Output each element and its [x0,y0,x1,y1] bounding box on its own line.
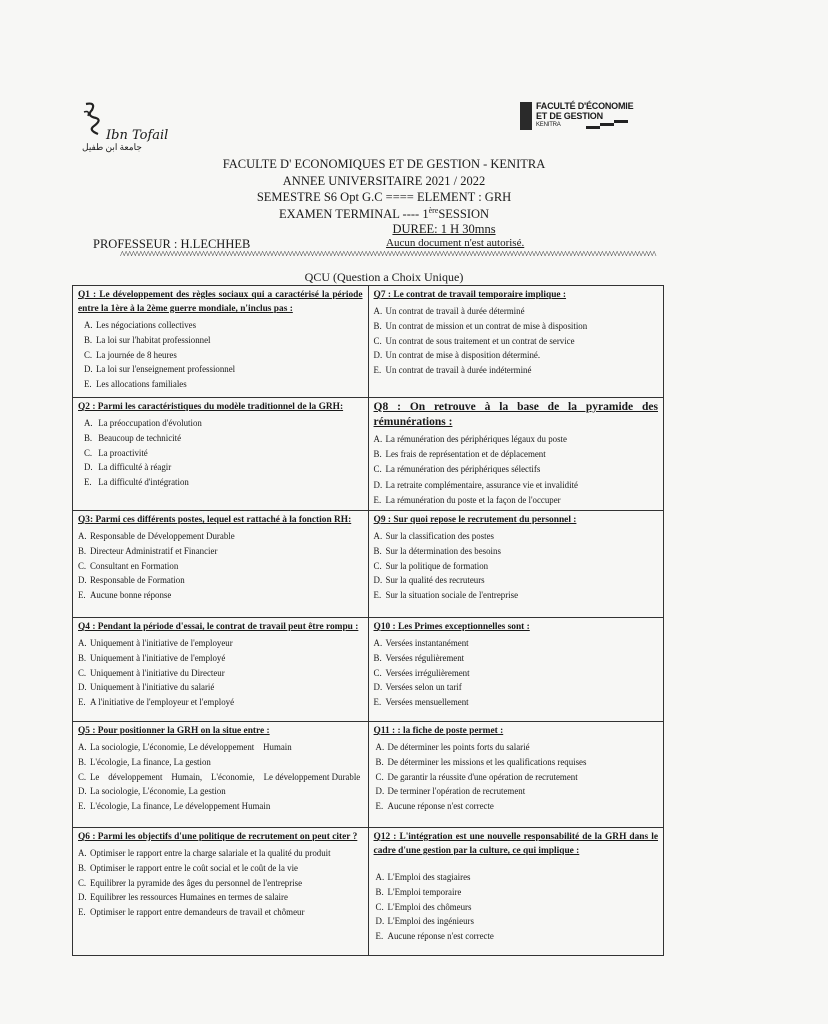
faculty-steps-icon [586,118,630,130]
question-title-q4: Q4 : Pendant la période d'essai, le contrat de travail peut être rompu : [78,622,359,633]
options-q9 [374,529,658,603]
options-q5 [78,740,363,814]
option-text: Un contrat de sous traitement et un contrat de service [385,335,575,346]
table-row [73,722,664,828]
option-key: C. [78,771,87,782]
option-key: D. [375,786,385,797]
option-text: Le développement Humain, L'économie, Le développement Durable [90,771,361,782]
option-key: A. [375,872,385,883]
options-q11 [374,740,658,814]
option-q9-d[interactable] [374,573,658,588]
option-q10-c[interactable] [374,666,658,681]
option-q11-c[interactable] [374,770,658,785]
option-key: E. [373,590,382,601]
question-title-q3: Q3: Parmi ces différents postes, lequel est rattaché à la fonction RH: [78,515,352,526]
question-title-q9: Q9 : Sur quoi repose le recrutement du personnel : [373,515,577,526]
option-q9-c[interactable] [374,559,658,574]
option-q4-c[interactable] [78,666,363,681]
spacer [374,860,658,870]
option-q1-e[interactable] [78,377,363,392]
option-text: L'Emploi des ingénieurs [387,916,474,927]
option-q5-d[interactable] [78,784,363,799]
option-q3-e[interactable] [78,588,363,603]
option-q12-c[interactable] [374,900,658,915]
option-key: D. [373,479,383,490]
option-q10-d[interactable] [374,680,658,695]
option-text: De terminer l'opération de recrutement [387,786,526,797]
option-key: E. [375,931,384,942]
option-text: Consultant en Formation [90,560,179,571]
option-text: La rémunération des périphériques légaux du poste [385,434,567,444]
option-q4-b[interactable] [78,651,363,666]
option-q5-e[interactable] [78,799,363,814]
question-cell-q12 [368,828,663,956]
option-text: La proactivité [98,447,148,458]
options-q12 [374,870,658,944]
option-q5-c[interactable] [78,770,363,785]
university-emblem-icon [82,100,104,140]
question-cell-q1 [73,286,369,398]
option-text: La sociologie, L'économie, Le développement Humain [90,742,292,753]
option-text: Responsable de Développement Durable [90,531,235,542]
option-q4-d[interactable] [78,680,363,695]
option-text: Aucune réponse n'est correcte [387,801,494,812]
option-key: B. [375,756,384,767]
option-text: Un contrat de mise à disposition déterminé. [385,350,541,361]
professor-name: PROFESSEUR : H.LECHHEB [93,237,251,251]
options-q6 [78,846,363,920]
options-q7 [374,304,658,378]
option-q11-e[interactable] [374,799,658,814]
option-text: De garantir la réussite d'une opération de recrutement [387,771,578,782]
option-q6-e[interactable] [78,905,363,920]
option-key: C. [373,667,382,678]
question-cell-q6 [73,828,369,956]
option-text: Uniquement à l'initiative de l'employé [90,652,226,663]
table-row [73,618,664,722]
option-q3-a[interactable] [78,529,363,544]
option-q8-d[interactable] [374,478,658,493]
faculty-logo-line2: ET DE GESTION [536,111,603,121]
question-cell-q3 [73,511,369,618]
option-q2-e[interactable] [78,475,363,490]
option-q12-e[interactable] [374,929,658,944]
option-key: B. [373,449,382,460]
option-text: Uniquement à l'initiative de l'employeur [90,638,233,649]
option-text: La difficulté à réagir [98,462,172,473]
option-q6-d[interactable] [78,890,363,905]
option-key: B. [78,756,87,767]
option-key: A. [78,742,87,753]
option-q1-c[interactable] [78,348,363,363]
option-key: C. [78,560,87,571]
option-q8-a[interactable] [374,432,658,447]
option-text: Directeur Administratif et Financier [90,545,218,556]
option-key: B. [78,862,87,873]
question-title-q12: Q12 : L'intégration est une nouvelle responsabilité de la GRH dans le cadre d'une gestion par la culture, ce qui implique : [373,832,658,857]
option-q2-a[interactable] [78,416,363,431]
option-key: A. [78,638,87,649]
semester-element: SEMESTRE S6 Opt G.C ==== ELEMENT : GRH [256,190,512,204]
option-key: B. [84,432,93,443]
option-q1-b[interactable] [78,333,363,348]
table-row [73,828,664,956]
option-key: D. [373,575,383,586]
option-key: E. [373,697,382,708]
option-q7-a[interactable] [374,304,658,319]
option-q12-a[interactable] [374,870,658,885]
option-key: C. [373,335,382,346]
option-q8-c[interactable] [374,462,658,477]
option-key: A. [373,434,383,444]
option-key: D. [373,350,383,361]
option-text: Versées instantanément [385,638,469,649]
option-key: A. [78,848,87,859]
question-cell-q5 [73,722,369,828]
option-text: Equilibrer la pyramide des âges du personnel de l'entreprise [90,877,303,888]
options-q8 [374,432,658,508]
option-text: L'Emploi des stagiaires [387,872,471,883]
option-q10-e[interactable] [374,695,658,710]
option-text: Sur la politique de formation [385,560,489,571]
option-key: C. [78,667,87,678]
option-key: C. [373,560,382,571]
option-text: Versées selon un tarif [385,682,462,693]
question-title-q10: Q10 : Les Primes exceptionnelles sont : [373,622,530,633]
exam-session [0,206,768,222]
option-text: La journée de 8 heures [96,349,177,360]
option-key: B. [373,320,382,331]
table-row [73,398,664,511]
option-key: D. [78,682,87,693]
faculty-logo-line1: FACULTÉ D'ÉCONOMIE [536,101,634,111]
option-q4-e[interactable] [78,695,363,710]
option-q9-a[interactable] [374,529,658,544]
option-text: L'écologie, La finance, Le développement Humain [90,801,271,812]
option-text: Aucune réponse n'est correcte [387,931,494,942]
faculty-logo [520,100,634,136]
option-key: C. [375,901,384,912]
option-key: D. [78,575,87,586]
faculty-title: FACULTE D' ECONOMIQUES ET DE GESTION - KENITRA [222,157,546,171]
options-q3 [78,529,363,603]
option-q1-a[interactable] [78,318,363,333]
separator-line: ^^^^^^^^^^^^^^^^^^^^^^^^^^^^^^^^^^^^^^^^^^^^^^^^^^^^^^^^^^^^^^^^^^^^^^^^^^^^^^^^^^^^^^^^^^^^^^^^^^^^^^^^^^^^^^^^^^^^^^^^^^^^^^^^^^^^^^^^^^^^^^^^^ [120,250,656,261]
option-q4-a[interactable] [78,636,363,651]
option-text: Versées mensuellement [385,697,469,708]
options-q2 [78,416,363,490]
option-text: La préoccupation d'évolution [98,418,202,428]
option-key: C. [84,447,93,458]
option-text: La loi sur l'habitat professionnel [96,334,211,345]
option-key: E. [78,907,86,918]
option-key: C. [373,464,382,475]
option-text: Versées régulièrement [385,652,465,663]
option-text: Equilibrer les ressources Humaines en termes de salaire [90,892,288,903]
option-key: A. [373,638,383,649]
question-title-q1: Q1 : Le développement des règles sociaux qui a caractérisé la période entre la 1ère à la 2ème guerre mondiale, n'inclus pas : [78,290,363,314]
option-text: Les allocations familiales [96,379,187,390]
option-q9-e[interactable] [374,588,658,603]
option-key: E. [373,494,382,505]
option-key: D. [84,462,93,473]
exam-duration: DUREE: 1 H 30mns [392,222,496,236]
question-cell-q2 [73,398,369,511]
option-q12-d[interactable] [374,914,658,929]
option-text: Uniquement à l'initiative du Directeur [90,667,225,678]
option-key: E. [84,379,92,390]
option-q12-b[interactable] [374,885,658,900]
question-title-q5: Q5 : Pour positionner la GRH on la situe entre : [78,726,270,737]
option-q10-a[interactable] [374,636,658,651]
option-q6-a[interactable] [78,846,363,861]
option-key: A. [373,306,383,316]
option-key: D. [84,364,93,375]
option-key: B. [84,334,93,345]
option-text: L'Emploi temporaire [387,886,462,897]
option-q2-d[interactable] [78,460,363,475]
question-cell-q8 [368,398,663,511]
option-text: Uniquement à l'initiative du salarié [90,682,215,693]
question-title-q2: Q2 : Parmi les caractéristiques du modèle traditionnel de la GRH: [78,402,344,412]
option-key: C. [375,771,384,782]
faculty-logo-line3: KENITRA [536,122,561,128]
question-cell-q4 [73,618,369,722]
option-text: La rémunération du poste et la façon de l'occuper [385,494,561,505]
option-text: Sur la situation sociale de l'entreprise [385,590,519,601]
option-key: A. [78,531,87,542]
option-key: A. [373,531,383,542]
option-text: Les négociations collectives [96,320,197,330]
option-text: La rémunération des périphériques sélectifs [385,464,541,475]
academic-year: ANNEE UNIVERSITAIRE 2021 / 2022 [282,174,486,188]
option-key: D. [78,786,87,797]
option-text: L'écologie, La finance, La gestion [90,756,211,767]
question-title-q11: Q11 : : la fiche de poste permet : [373,726,504,737]
question-title-q7: Q7 : Le contrat de travail temporaire implique : [373,290,567,300]
option-q7-e[interactable] [374,363,658,378]
qcu-title: QCU (Question a Choix Unique) [304,270,464,284]
option-q10-b[interactable] [374,651,658,666]
option-q2-b[interactable] [78,431,363,446]
question-cell-q10 [368,618,663,722]
option-text: Sur la classification des postes [385,531,494,542]
option-q7-c[interactable] [374,334,658,349]
option-q2-c[interactable] [78,446,363,461]
option-key: A. [84,418,93,428]
option-key: D. [375,916,385,927]
option-key: A. [375,742,385,753]
no-documents-notice: Aucun document n'est autorisé. [386,237,525,249]
option-q5-a[interactable] [78,740,363,755]
option-q5-b[interactable] [78,755,363,770]
university-logo [82,100,192,156]
option-key: B. [78,545,87,556]
option-text: Les frais de représentation et de déplacement [385,449,546,460]
option-text: La retraite complémentaire, assurance vie et invalidité [385,479,578,490]
option-q3-b[interactable] [78,544,363,559]
option-q3-d[interactable] [78,573,363,588]
option-q9-b[interactable] [374,544,658,559]
question-title-q6: Q6 : Parmi les objectifs d'une politique de recrutement on peut citer ? [78,832,358,843]
option-key: E. [78,590,86,601]
question-cell-q11 [368,722,663,828]
option-key: E. [78,801,86,812]
questions-table [72,285,664,956]
option-key: D. [373,682,383,693]
option-key: C. [78,877,87,888]
question-title-q8: Q8 : On retrouve à la base de la pyramide des rémunérations : [373,401,658,428]
option-key: B. [373,652,382,663]
option-text: L'Emploi des chômeurs [387,901,472,912]
option-text: Beaucoup de technicité [98,432,182,443]
option-key: B. [375,886,384,897]
option-q7-d[interactable] [374,348,658,363]
option-text: A l'initiative de l'employeur et l'employé [90,697,235,708]
options-q4 [78,636,363,710]
exam-session-main: EXAMEN TERMINAL ---- 1 [278,207,429,222]
option-text: La difficulté d'intégration [98,477,189,488]
options-q10 [374,636,658,710]
option-key: E. [78,697,86,708]
option-key: B. [373,545,382,556]
option-text: La sociologie, L'économie, La gestion [90,786,226,797]
faculty-logo-block [520,102,532,130]
options-q1 [78,318,363,392]
option-key: A. [84,320,93,330]
option-q1-d[interactable] [78,362,363,377]
table-row [73,286,664,398]
university-name-script: Ibn Tofail [106,128,169,143]
option-q8-e[interactable] [374,493,658,508]
university-name-arabic: جامعة ابن طفيل [82,142,142,152]
option-text: Responsable de Formation [90,575,185,586]
exam-session-end: SESSION [438,207,490,222]
exam-session-sup: ère [428,206,439,215]
option-text: De déterminer les missions et les qualifications requises [387,756,587,767]
option-q11-b[interactable] [374,755,658,770]
option-q6-c[interactable] [78,876,363,891]
option-text: Un contrat de travail à durée indéterminé [385,365,532,376]
option-q7-b[interactable] [374,319,658,334]
option-q3-c[interactable] [78,559,363,574]
option-text: De déterminer les points forts du salarié [387,742,530,753]
option-text: Versées irrégulièrement [385,667,470,678]
option-key: E. [375,801,384,812]
option-text: La loi sur l'enseignement professionnel [96,364,236,375]
option-text: Sur la détermination des besoins [385,545,501,556]
option-key: E. [84,477,92,488]
option-key: D. [78,892,87,903]
option-key: E. [373,365,382,376]
option-q8-b[interactable] [374,447,658,462]
option-key: B. [78,652,87,663]
option-text: Un contrat de mission et un contrat de mise à disposition [385,320,588,331]
option-text: Aucune bonne réponse [90,590,172,601]
option-text: Optimiser le rapport entre demandeurs de travail et chômeur [90,907,305,918]
option-q11-d[interactable] [374,784,658,799]
option-text: Optimiser le rapport entre la charge salariale et la qualité du produit [90,848,331,859]
option-q6-b[interactable] [78,861,363,876]
option-q11-a[interactable] [374,740,658,755]
question-cell-q7 [368,286,663,398]
option-key: C. [84,349,93,360]
question-cell-q9 [368,511,663,618]
option-text: Sur la qualité des recruteurs [385,575,485,586]
option-text: Un contrat de travail à durée déterminé [385,306,525,316]
option-text: Optimiser le rapport entre le coût social et le coût de la vie [90,862,298,873]
table-row [73,511,664,618]
